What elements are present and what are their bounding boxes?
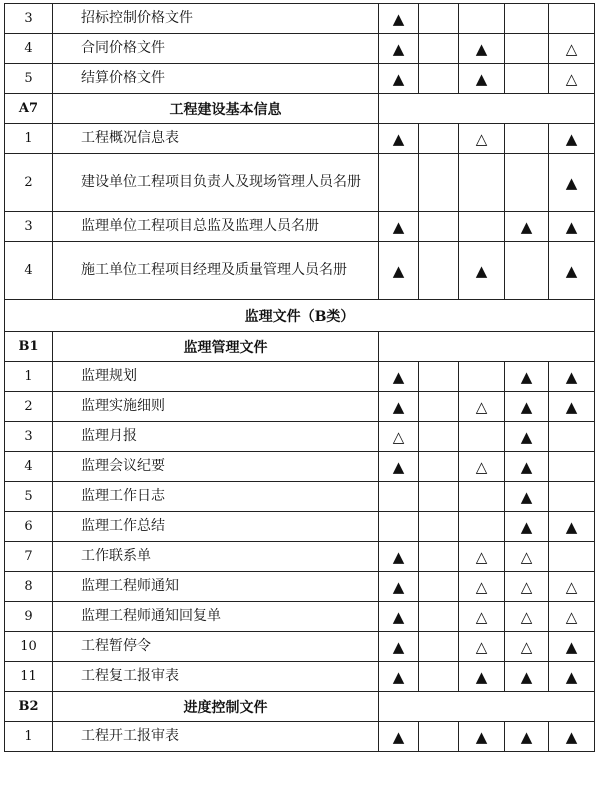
table-row [5, 392, 595, 422]
group-blank [379, 94, 595, 124]
table-row [5, 64, 595, 94]
empty-mark [419, 512, 459, 542]
empty-mark [549, 542, 595, 572]
table-row [5, 692, 595, 722]
filled-triangle-mark: ▲ [379, 602, 419, 632]
row-number: 1 [5, 124, 53, 154]
table-row [5, 154, 595, 212]
section-header: 监理文件（B类） [5, 300, 595, 332]
filled-triangle-mark: ▲ [505, 512, 549, 542]
filled-triangle-mark: ▲ [549, 512, 595, 542]
group-code: B2 [5, 692, 53, 722]
document-name: 监理会议纪要 [53, 452, 379, 482]
empty-mark [419, 602, 459, 632]
empty-mark [379, 482, 419, 512]
filled-triangle-mark: ▲ [505, 392, 549, 422]
empty-mark [505, 4, 549, 34]
document-name: 监理规划 [53, 362, 379, 392]
filled-triangle-mark: ▲ [549, 362, 595, 392]
empty-mark [419, 212, 459, 242]
hollow-triangle-mark: △ [459, 572, 505, 602]
table-row [5, 124, 595, 154]
table-row [5, 422, 595, 452]
filled-triangle-mark: ▲ [379, 4, 419, 34]
hollow-triangle-mark: △ [549, 572, 595, 602]
table-row [5, 242, 595, 300]
empty-mark [459, 512, 505, 542]
row-number: 1 [5, 722, 53, 752]
row-number: 5 [5, 64, 53, 94]
empty-mark [419, 154, 459, 212]
empty-mark [505, 64, 549, 94]
document-name: 监理工作日志 [53, 482, 379, 512]
empty-mark [459, 362, 505, 392]
empty-mark [549, 422, 595, 452]
row-number: 3 [5, 212, 53, 242]
row-number: 5 [5, 482, 53, 512]
filled-triangle-mark: ▲ [379, 242, 419, 300]
table-row [5, 332, 595, 362]
hollow-triangle-mark: △ [549, 64, 595, 94]
filled-triangle-mark: ▲ [549, 124, 595, 154]
empty-mark [459, 482, 505, 512]
filled-triangle-mark: ▲ [379, 632, 419, 662]
group-blank [379, 332, 595, 362]
row-number: 3 [5, 4, 53, 34]
filled-triangle-mark: ▲ [505, 482, 549, 512]
document-name: 监理单位工程项目总监及监理人员名册 [53, 212, 379, 242]
row-number: 2 [5, 154, 53, 212]
table-row [5, 94, 595, 124]
filled-triangle-mark: ▲ [379, 212, 419, 242]
filled-triangle-mark: ▲ [549, 242, 595, 300]
empty-mark [419, 242, 459, 300]
document-name: 结算价格文件 [53, 64, 379, 94]
filled-triangle-mark: ▲ [379, 34, 419, 64]
document-name: 监理工程师通知 [53, 572, 379, 602]
table-row [5, 542, 595, 572]
document-name: 合同价格文件 [53, 34, 379, 64]
row-number: 9 [5, 602, 53, 632]
row-number: 6 [5, 512, 53, 542]
empty-mark [505, 242, 549, 300]
table-row [5, 482, 595, 512]
empty-mark [459, 4, 505, 34]
document-name: 建设单位工程项目负责人及现场管理人员名册 [53, 154, 379, 212]
empty-mark [379, 154, 419, 212]
empty-mark [419, 34, 459, 64]
table-row [5, 212, 595, 242]
table-row [5, 452, 595, 482]
document-name: 监理实施细则 [53, 392, 379, 422]
hollow-triangle-mark: △ [505, 602, 549, 632]
hollow-triangle-mark: △ [459, 632, 505, 662]
row-number: 11 [5, 662, 53, 692]
row-number: 7 [5, 542, 53, 572]
table-row [5, 632, 595, 662]
empty-mark [505, 154, 549, 212]
row-number: 3 [5, 422, 53, 452]
filled-triangle-mark: ▲ [505, 452, 549, 482]
empty-mark [419, 662, 459, 692]
filled-triangle-mark: ▲ [459, 34, 505, 64]
table-row [5, 300, 595, 332]
empty-mark [419, 422, 459, 452]
filled-triangle-mark: ▲ [459, 722, 505, 752]
group-blank [379, 692, 595, 722]
table-row [5, 602, 595, 632]
row-number: 4 [5, 34, 53, 64]
row-number: 2 [5, 392, 53, 422]
filled-triangle-mark: ▲ [505, 422, 549, 452]
row-number: 8 [5, 572, 53, 602]
filled-triangle-mark: ▲ [549, 154, 595, 212]
filled-triangle-mark: ▲ [505, 722, 549, 752]
empty-mark [419, 392, 459, 422]
filled-triangle-mark: ▲ [459, 662, 505, 692]
table-row [5, 662, 595, 692]
row-number: 10 [5, 632, 53, 662]
hollow-triangle-mark: △ [549, 34, 595, 64]
filled-triangle-mark: ▲ [549, 632, 595, 662]
document-name: 监理工程师通知回复单 [53, 602, 379, 632]
filled-triangle-mark: ▲ [379, 542, 419, 572]
group-title: 进度控制文件 [53, 692, 379, 722]
filled-triangle-mark: ▲ [505, 212, 549, 242]
table-row [5, 4, 595, 34]
empty-mark [419, 632, 459, 662]
table-row [5, 512, 595, 542]
filled-triangle-mark: ▲ [379, 662, 419, 692]
empty-mark [459, 422, 505, 452]
filled-triangle-mark: ▲ [459, 242, 505, 300]
empty-mark [419, 4, 459, 34]
empty-mark [505, 124, 549, 154]
filled-triangle-mark: ▲ [459, 64, 505, 94]
row-number: 1 [5, 362, 53, 392]
document-name: 工程开工报审表 [53, 722, 379, 752]
empty-mark [419, 482, 459, 512]
filled-triangle-mark: ▲ [379, 452, 419, 482]
empty-mark [549, 482, 595, 512]
empty-mark [419, 542, 459, 572]
empty-mark [419, 722, 459, 752]
table-row [5, 362, 595, 392]
hollow-triangle-mark: △ [459, 392, 505, 422]
document-name: 施工单位工程项目经理及质量管理人员名册 [53, 242, 379, 300]
empty-mark [379, 512, 419, 542]
row-number: 4 [5, 452, 53, 482]
hollow-triangle-mark: △ [459, 542, 505, 572]
empty-mark [549, 452, 595, 482]
filled-triangle-mark: ▲ [379, 64, 419, 94]
group-code: B1 [5, 332, 53, 362]
filled-triangle-mark: ▲ [505, 362, 549, 392]
table-row [5, 722, 595, 752]
document-name: 监理月报 [53, 422, 379, 452]
hollow-triangle-mark: △ [379, 422, 419, 452]
group-code: A7 [5, 94, 53, 124]
filled-triangle-mark: ▲ [549, 212, 595, 242]
empty-mark [505, 34, 549, 64]
filled-triangle-mark: ▲ [379, 392, 419, 422]
hollow-triangle-mark: △ [505, 572, 549, 602]
empty-mark [419, 64, 459, 94]
empty-mark [419, 362, 459, 392]
document-name: 工程复工报审表 [53, 662, 379, 692]
document-name: 工作联系单 [53, 542, 379, 572]
filled-triangle-mark: ▲ [379, 124, 419, 154]
group-title: 工程建设基本信息 [53, 94, 379, 124]
hollow-triangle-mark: △ [505, 632, 549, 662]
filled-triangle-mark: ▲ [379, 722, 419, 752]
filled-triangle-mark: ▲ [379, 572, 419, 602]
hollow-triangle-mark: △ [459, 602, 505, 632]
empty-mark [549, 4, 595, 34]
empty-mark [419, 452, 459, 482]
filled-triangle-mark: ▲ [549, 392, 595, 422]
archive-classification-table [4, 3, 595, 752]
hollow-triangle-mark: △ [459, 452, 505, 482]
table-row [5, 34, 595, 64]
empty-mark [459, 212, 505, 242]
document-name: 招标控制价格文件 [53, 4, 379, 34]
filled-triangle-mark: ▲ [549, 662, 595, 692]
table-row [5, 572, 595, 602]
hollow-triangle-mark: △ [459, 124, 505, 154]
group-title: 监理管理文件 [53, 332, 379, 362]
empty-mark [459, 154, 505, 212]
hollow-triangle-mark: △ [549, 602, 595, 632]
hollow-triangle-mark: △ [505, 542, 549, 572]
document-name: 监理工作总结 [53, 512, 379, 542]
empty-mark [419, 124, 459, 154]
filled-triangle-mark: ▲ [379, 362, 419, 392]
row-number: 4 [5, 242, 53, 300]
document-name: 工程概况信息表 [53, 124, 379, 154]
filled-triangle-mark: ▲ [549, 722, 595, 752]
empty-mark [419, 572, 459, 602]
document-name: 工程暂停令 [53, 632, 379, 662]
filled-triangle-mark: ▲ [505, 662, 549, 692]
